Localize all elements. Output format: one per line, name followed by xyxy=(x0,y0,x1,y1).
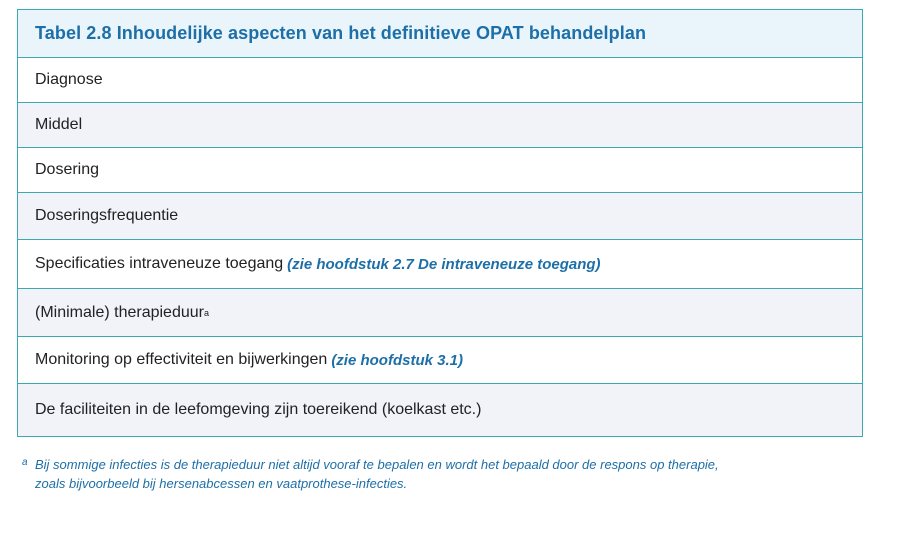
row-text: Doseringsfrequentie xyxy=(35,207,179,224)
footnote-line-1: Bij sommige infecties is de therapieduur niet altijd vooraf te bepalen en wordt het bepaald door de respons op therapie, xyxy=(35,457,719,472)
table-row xyxy=(18,240,862,289)
row-text: Specificaties intraveneuze toegang xyxy=(35,255,284,272)
footnote-line-2: zoals bijvoorbeeld bij hersenabcessen en vaatprothese-infecties. xyxy=(35,476,408,491)
table-row xyxy=(18,193,862,240)
table-title-row xyxy=(18,10,862,58)
row-text: De faciliteiten in de leefomgeving zijn toereikend (koelkast etc.) xyxy=(35,401,482,418)
table-row xyxy=(18,58,862,103)
table-footnote xyxy=(22,455,842,493)
chapter-reference: (zie hoofdstuk 2.7 De intraveneuze toegang) xyxy=(287,255,601,273)
table-row: (Minimale) therapieduur a xyxy=(18,289,862,337)
row-text: Dosering xyxy=(35,161,100,178)
table-row xyxy=(18,384,862,436)
table-row xyxy=(18,103,862,148)
footnote-symbol: a xyxy=(22,457,28,468)
row-text: Monitoring op effectiviteit en bijwerkingen xyxy=(35,351,328,368)
table-title: Tabel 2.8 Inhoudelijke aspecten van het definitieve OPAT behandelplan xyxy=(35,23,647,43)
row-text: Middel xyxy=(35,116,83,133)
chapter-reference: (zie hoofdstuk 3.1) xyxy=(331,351,463,369)
row-text: Diagnose xyxy=(35,71,103,88)
row-text: (Minimale) therapieduur xyxy=(35,303,204,321)
table-row xyxy=(18,148,862,193)
treatment-plan-table xyxy=(17,9,863,437)
table-row xyxy=(18,337,862,384)
